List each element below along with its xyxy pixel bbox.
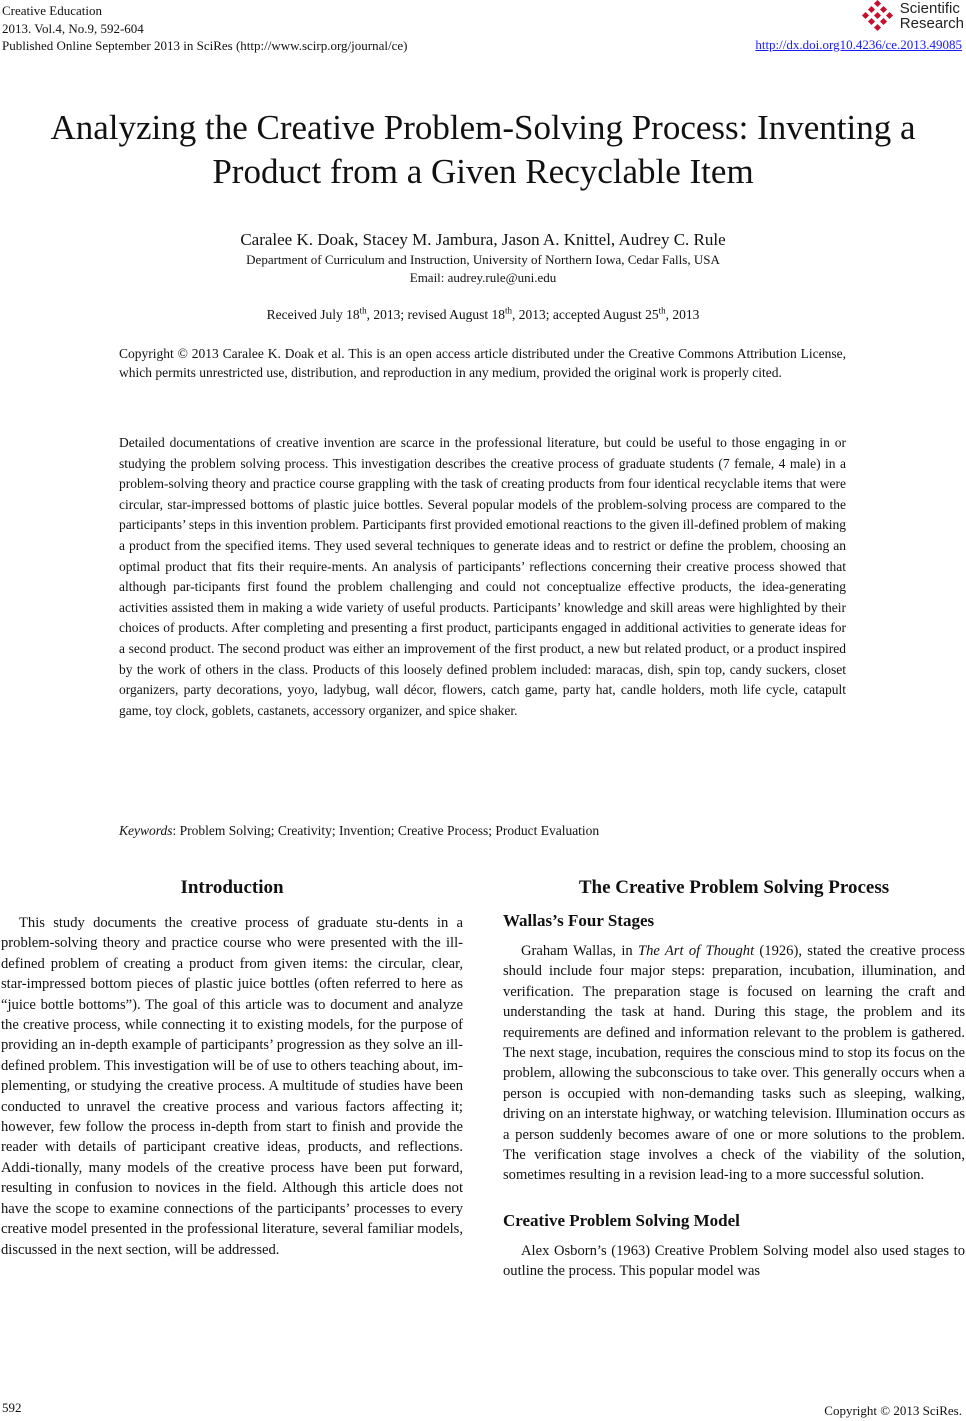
affiliation: Department of Curriculum and Instruction, University of Northern Iowa, Cedar Falls, USA — [246, 252, 720, 267]
abstract: Detailed documentations of creative invention are scarce in the professional literature, but could be useful to those engaging in or studying the problem solving process. This investigation describes the creative process of graduate students (7 female, 4 male) in a problem-solving theory and practice course grappling with the task of creating products from four identical recyclable items that were circular, star-impressed bottoms of plastic juice bottles. Several popular models of the problem-solving process are compared to the participants’ steps in this invention problem. Participants first provided emotional reactions to the given ill-defined problem of making a product from the specified items. They used several techniques to generate ideas and to restrict or define the problem, choosing an optimal product that fits their require-ments. An analysis of participants’ reflections concerning their creative process showed that although par-ticipants first found the problem challenging and could not conceptualize effective products, the idea-generating activities assisted them in making a wide variety of useful products. Participants’ knowledge and skill areas were highlighted by their choices of products. After completing and presenting a first product, participants engaged in additional activities to generate ideas for a second product. The second product was either an improvement of the first product, a new but related product, or a product inspired by the work of others in the class. Products of this loosely defined problem included: maracas, dish, spin top, candy suckers, closet organizers, party decorations, yoyo, ladybug, wall décor, flowers, catch game, party hat, candle holders, moth life cycle, catapult game, toy clock, goblets, castanets, accessory organizer, and spice shaker. — [119, 435, 846, 718]
volume-line: 2013. Vol.4, No.9, 592-604 — [2, 20, 144, 36]
ordinal-sup: th — [359, 305, 367, 316]
cps-section-heading: The Creative Problem Solving Process — [578, 877, 890, 898]
keywords — [119, 821, 846, 842]
copyright-notice: Copyright © 2013 Caralee K. Doak et al. This is an open access article distributed under the Creative Commons Attribution License, which permits unrestricted use, distribution, and reproduction in any medium, provided the original work is properly cited. — [119, 346, 846, 380]
keywords-label: Keywords — [119, 823, 173, 838]
journal-name: Creative Education — [2, 3, 102, 18]
keywords-list: : Problem Solving; Creativity; Invention; Creative Process; Product Evaluation — [172, 823, 600, 838]
wallas-text-start: Graham Wallas, in — [521, 943, 638, 959]
scientific-research-logo-icon — [858, 0, 896, 32]
title-line-2: Product from a Given Recyclable Item — [212, 152, 754, 191]
publisher-logo — [858, 0, 964, 32]
right-column — [503, 876, 965, 1282]
book-title: The Art of Thought — [637, 943, 755, 959]
cps-model-heading: Creative Problem Solving Model — [503, 1210, 740, 1230]
logo-line-2: Research — [899, 15, 964, 32]
author-email: Email: audrey.rule@uni.edu — [409, 270, 557, 285]
accepted-text: , 2013; accepted August 25 — [512, 307, 659, 322]
footer-copyright: Copyright © 2013 SciRes. — [824, 1403, 962, 1418]
logo-text — [900, 1, 964, 31]
introduction-heading: Introduction — [180, 877, 284, 898]
osborn-paragraph: Alex Osborn’s (1963) Creative Problem Solving model also used stages to outline the process. This popular model was — [503, 1242, 965, 1280]
wallas-text-rest: (1926), stated the creative process should include four major steps: preparation, incubation, illumination, and verification. The preparation stage is focused on learning the craft and understanding the task at hand. During this stage, the problem and its requirements are defined and information relevant to the problem is gathered. The next stage, incubation, requires the conscious mind to stop its focus on the problem, allowing the subconscious to take over. This generally occurs when a person is occupied with non-demanding tasks such as sleeping, walking, driving on an interstate highway, or watching television. Illumination occurs as a person suddenly becomes aware of one or more solutions to the problem. The verification stage involves a check of the viability of the solution, sometimes resulting in a revision lead-ing to a more successful solution. — [503, 943, 965, 1184]
received-dates — [0, 306, 966, 323]
ordinal-sup: th — [658, 305, 666, 316]
wallas-heading: Wallas’s Four Stages — [503, 911, 655, 930]
year-text: , 2013 — [665, 307, 700, 322]
title-line-1: Analyzing the Creative Problem-Solving Process: Inventing a — [50, 108, 916, 147]
authors: Caralee K. Doak, Stacey M. Jambura, Jason A. Knittel, Audrey C. Rule — [240, 230, 726, 249]
received-text: Received July 18 — [266, 307, 360, 322]
page-number: 592 — [2, 1400, 22, 1415]
left-column — [1, 876, 463, 1260]
logo-line-1: Scientific — [899, 0, 960, 17]
published-line: Published Online September 2013 in SciRes (http://www.scirp.org/journal/ce) — [2, 38, 408, 53]
journal-header — [2, 2, 407, 55]
article-title — [0, 106, 966, 194]
doi-link[interactable]: http://dx.doi.org10.4236/ce.2013.49085 — [755, 37, 962, 52]
wallas-paragraph — [503, 941, 965, 1186]
introduction-paragraph: This study documents the creative process of graduate stu-dents in a problem-solving theory and practice course who were presented with the ill-defined problem of creating a product from given items: the circular, clear, star-impressed bottom pieces of plastic juice bottles (often referred to here as “juice bottle bottoms”). The goal of this article was to document and analyze the creative process, while connecting it to existing models, for the purpose of providing an in-depth example of participants’ progression as they solve an ill-defined problem. This investigation will be of use to others teaching about, im-plementing, or studying the creative process. A multitude of studies have been conducted to unravel the creative process and various factors affecting it; however, few follow the process in-depth from start to finish and provide the reader with details of participant creative ideas, products, and reflections. Addi-tionally, many models of the creative process have been put forward, resulting in confusion to novices in the field. Although this article does not have the scope to examine connections of the participants’ processes to every creative model presented in the professional literature, several familiar models, discussed in the next section, will be addressed. — [1, 915, 463, 1258]
revised-text: , 2013; revised August 18 — [366, 307, 505, 322]
ordinal-sup: th — [504, 305, 512, 316]
